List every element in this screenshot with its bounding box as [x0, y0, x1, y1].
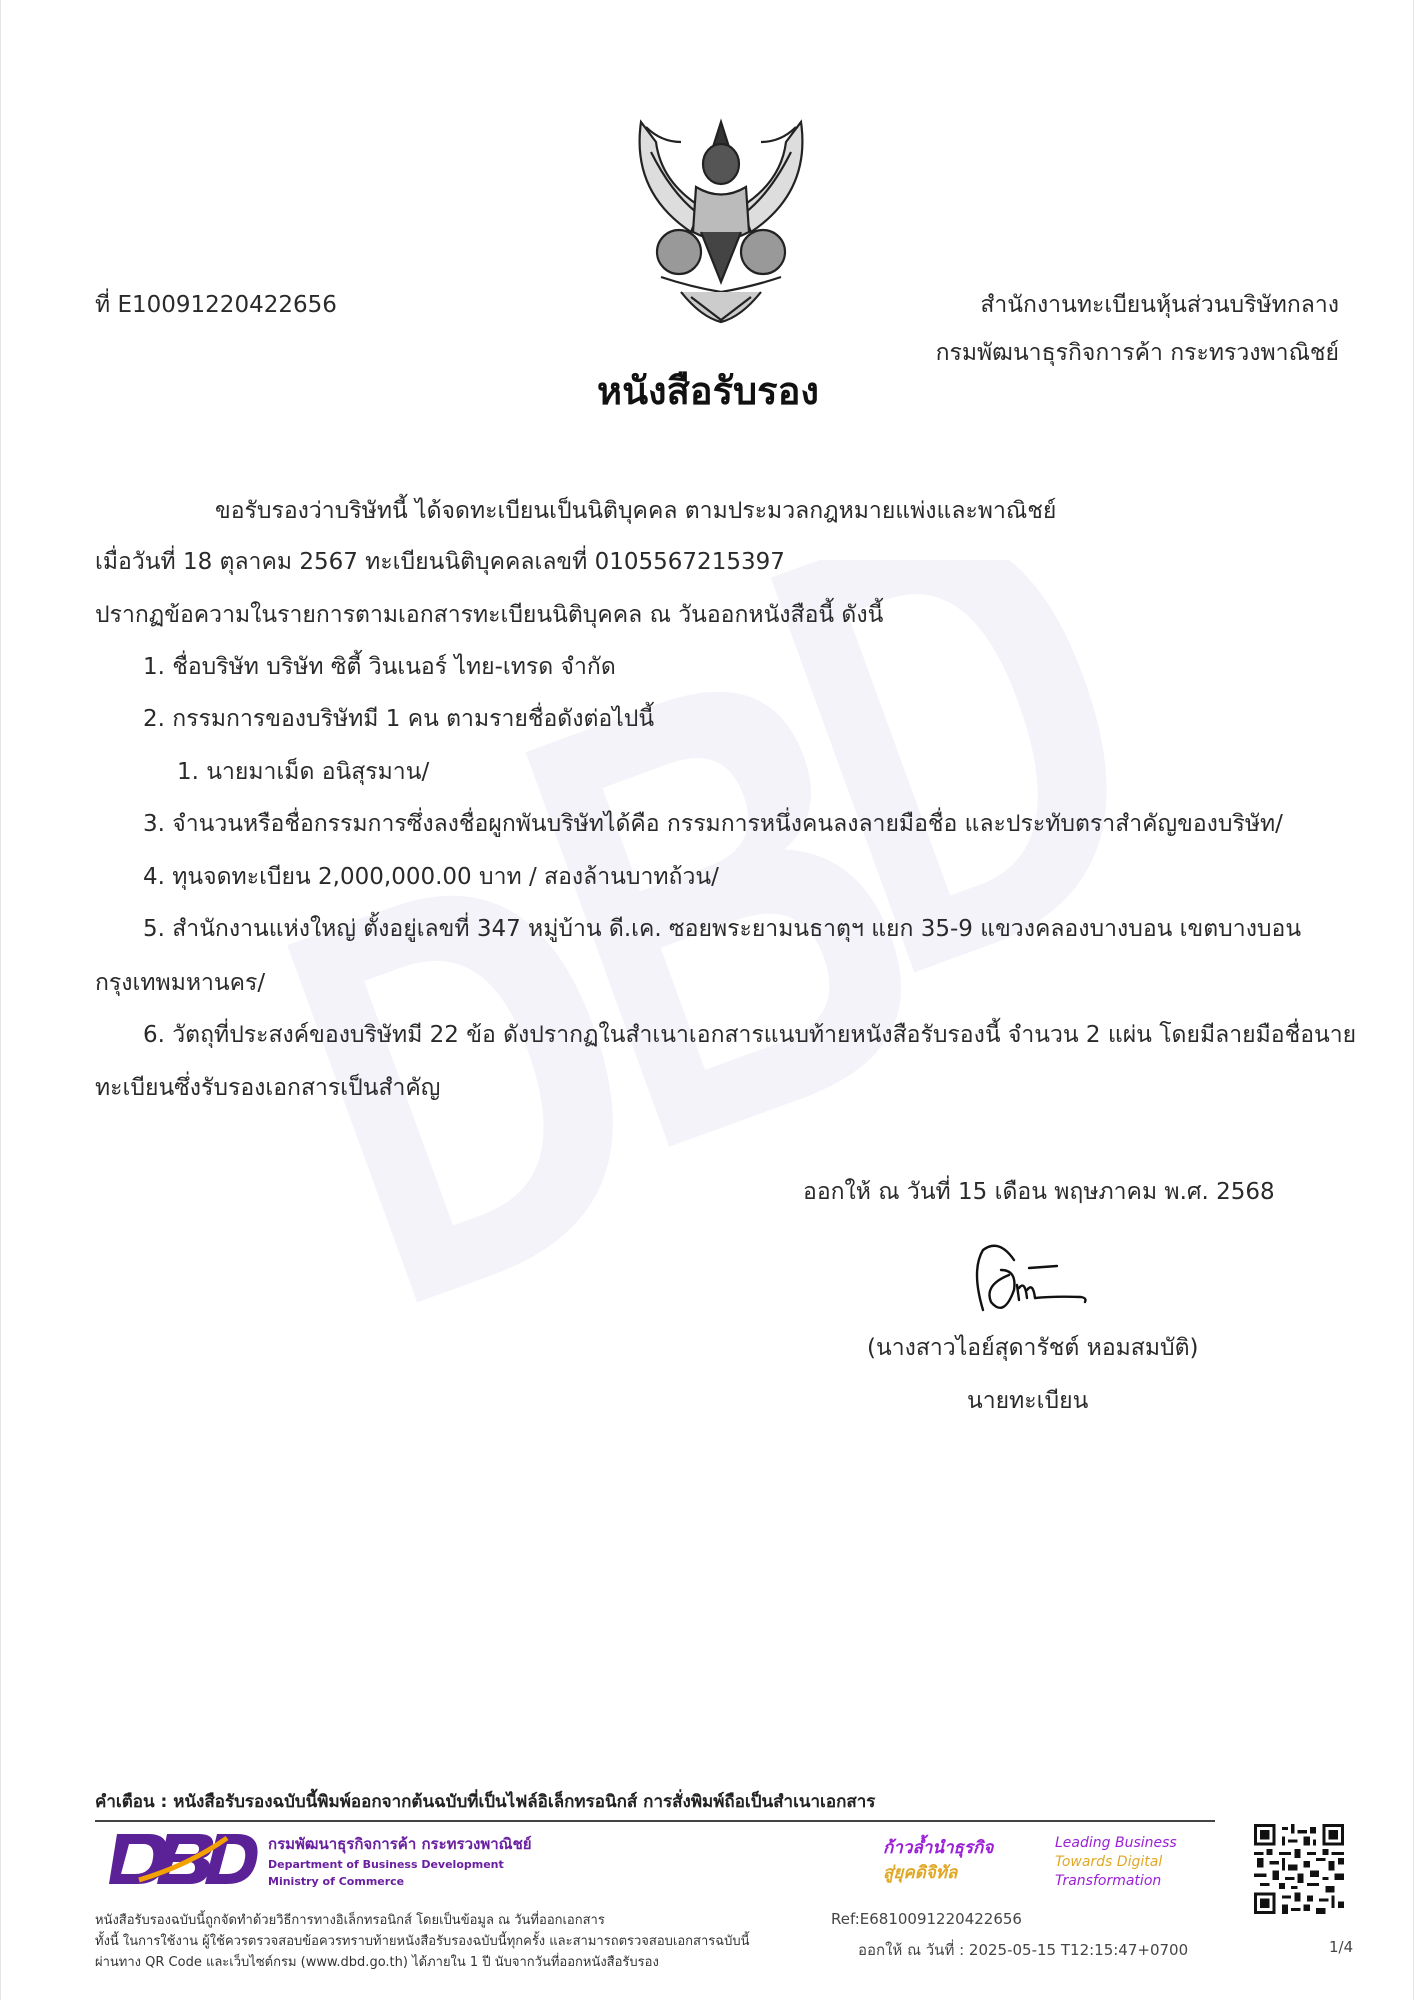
- slogan-english-line-2: Towards Digital: [1055, 1854, 1163, 1870]
- intro-line-1: ขอรับรองว่าบริษัทนี้ ได้จดทะเบียนเป็นนิติบุคคล ตามประมวลกฎหมายแพ่งและพาณิชย์: [215, 498, 1057, 524]
- footer-divider: [95, 1820, 1215, 1822]
- electronic-note-line-1: หนังสือรับรองฉบับนี้ถูกจัดทำด้วยวิธีการทางอิเล็กทรอนิกส์ โดยเป็นข้อมูล ณ วันที่ออกเอกสาร: [95, 1913, 605, 1928]
- item-directors: 2. กรรมการของบริษัทมี 1 คน ตามรายชื่อดังต่อไปนี้: [143, 706, 655, 732]
- slogan-thai-line-2: สู่ยุคดิจิทัล: [883, 1863, 958, 1883]
- garuda-emblem-icon: [621, 112, 821, 327]
- reference-number: Ref:E6810091220422656: [831, 1910, 1022, 1928]
- issued-date: ออกให้ ณ วันที่ 15 เดือน พฤษภาคม พ.ศ. 2568: [803, 1179, 1275, 1205]
- registrar-signature-icon: [969, 1240, 1099, 1315]
- intro-line-2: เมื่อวันที่ 18 ตุลาคม 2567 ทะเบียนนิติบุคคลเลขที่ 0105567215397: [95, 549, 785, 575]
- department-block: [268, 1832, 532, 1890]
- slogan-thai: [883, 1836, 993, 1886]
- office-name: สำนักงานทะเบียนหุ้นส่วนบริษัทกลาง: [980, 292, 1339, 318]
- registrar-title: นายทะเบียน: [967, 1388, 1089, 1414]
- registrar-name: (นางสาวไอย์สุดารัชต์ หอมสมบัติ): [867, 1335, 1199, 1361]
- ministry-english-name: Ministry of Commerce: [268, 1875, 405, 1888]
- item-objectives-cont: ทะเบียนซึ่งรับรองเอกสารเป็นสำคัญ: [95, 1075, 441, 1101]
- director-entry: 1. นายมาเม็ด อนิสุรมาน/: [177, 759, 430, 785]
- document-title: หนังสือรับรอง: [597, 369, 819, 413]
- department-english-name: Department of Business Development: [268, 1858, 504, 1871]
- slogan-thai-line-1: ก้าวล้ำนำธุรกิจ: [883, 1838, 994, 1858]
- item-head-office: 5. สำนักงานแห่งใหญ่ ตั้งอยู่เลขที่ 347 หมู่บ้าน ดี.เค. ซอยพระยามนธาตุฯ แยก 35-9 แขวงคลองบางบอน เขตบางบอน: [143, 916, 1302, 942]
- intro-line-3: ปรากฏข้อความในรายการตามเอกสารทะเบียนนิติบุคคล ณ วันออกหนังสือนี้ ดังนี้: [95, 602, 884, 628]
- item-signing-authority: 3. จำนวนหรือชื่อกรรมการซึ่งลงชื่อผูกพันบริษัทได้คือ กรรมการหนึ่งคนลงลายมือชื่อ และประทับตราสำคัญของบริษัท/: [143, 811, 1283, 837]
- item-head-office-cont: กรุงเทพมหานคร/: [95, 970, 266, 996]
- item-company-name: 1. ชื่อบริษัท บริษัท ซิตี้ วินเนอร์ ไทย-เทรด จำกัด: [143, 654, 616, 680]
- slogan-english: [1055, 1834, 1177, 1891]
- slogan-english-line-3: Transformation: [1055, 1873, 1162, 1889]
- qr-code-icon[interactable]: [1254, 1824, 1344, 1914]
- electronic-note-line-3: ผ่านทาง QR Code และเว็บไซต์กรม (www.dbd.go.th) ได้ภายใน 1 ปี นับจากวันที่ออกหนังสือรับรอง: [95, 1955, 659, 1970]
- item-registered-capital: 4. ทุนจดทะเบียน 2,000,000.00 บาท / สองล้านบาทถ้วน/: [143, 864, 719, 890]
- issued-timestamp: ออกให้ ณ วันที่ : 2025-05-15 T12:15:47+0700: [858, 1941, 1189, 1959]
- electronic-note-line-2: ทั้งนี้ ในการใช้งาน ผู้ใช้ควรตรวจสอบข้อควรทราบท้ายหนังสือรับรองฉบับนี้ทุกครั้ง และสามารถตรวจสอบเอกสารฉบับนี้: [95, 1934, 750, 1949]
- slogan-english-line-1: Leading Business: [1055, 1835, 1177, 1851]
- document-number: ที่ E10091220422656: [95, 292, 337, 318]
- item-objectives: 6. วัตถุที่ประสงค์ของบริษัทมี 22 ข้อ ดังปรากฏในสำเนาเอกสารแนบท้ายหนังสือรับรองนี้ จำนวน 2 แผ่น โดยมีลายมือชื่อนาย: [143, 1022, 1357, 1048]
- department-thai-name: กรมพัฒนาธุรกิจการค้า กระทรวงพาณิชย์: [268, 1835, 532, 1853]
- print-warning: คำเตือน : หนังสือรับรองฉบับนี้พิมพ์ออกจากต้นฉบับที่เป็นไฟล์อิเล็กทรอนิกส์ การสั่งพิมพ์ถือเป็นสำเนาเอกสาร: [95, 1792, 876, 1812]
- page-number: 1/4: [1329, 1938, 1354, 1956]
- dbd-logo-icon: [109, 1830, 259, 1888]
- department-name: กรมพัฒนาธุรกิจการค้า กระทรวงพาณิชย์: [935, 340, 1339, 366]
